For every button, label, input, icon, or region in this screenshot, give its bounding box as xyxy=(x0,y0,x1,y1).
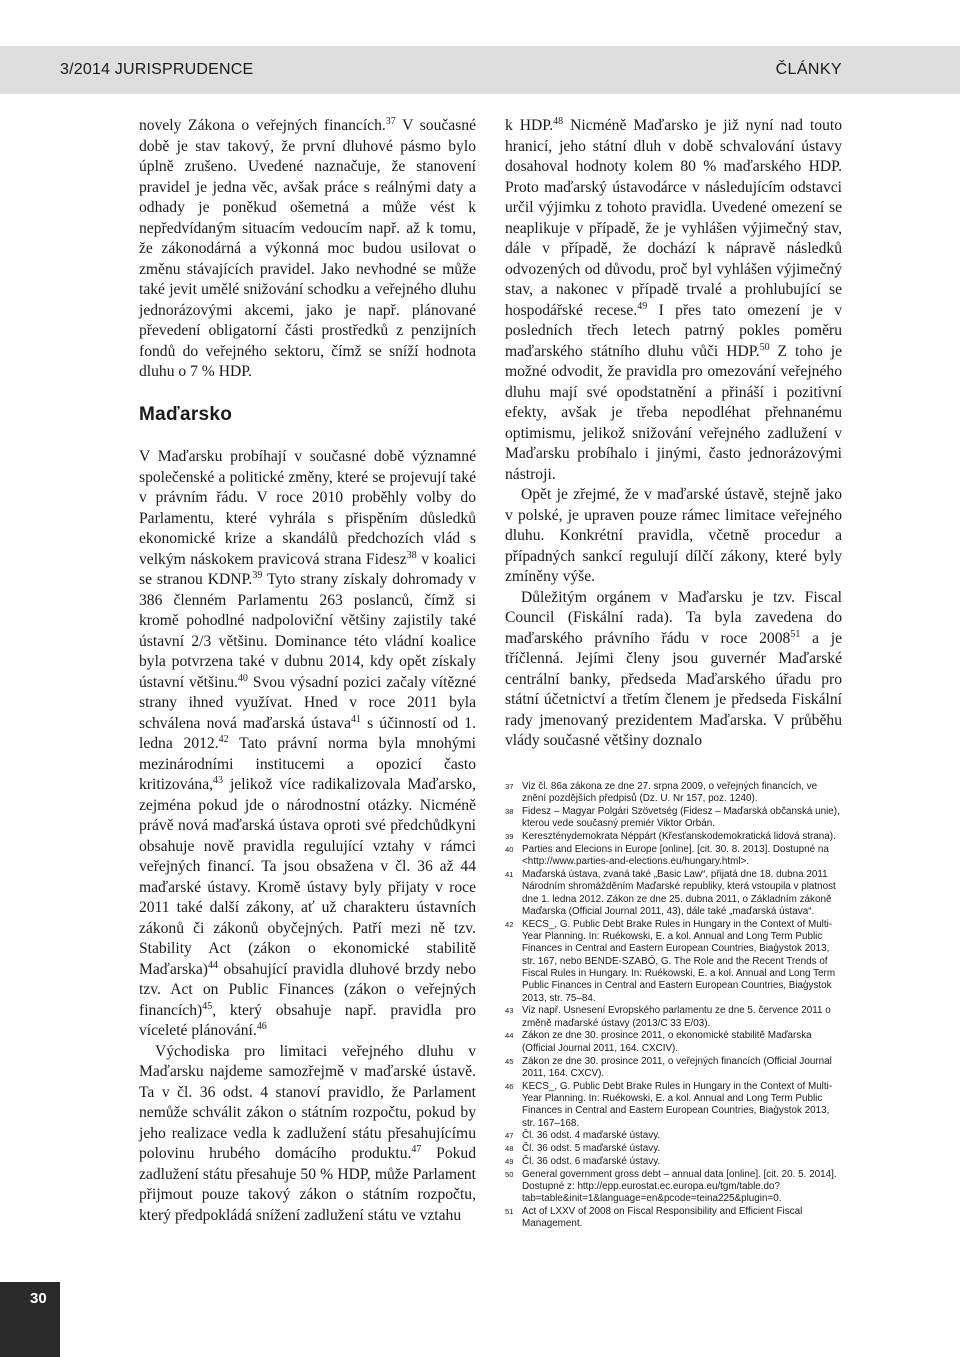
footnote-ref: 47 xyxy=(411,1143,422,1155)
paragraph: Východiska pro limitaci veřejného dluhu v Maďarsku najdeme samozřejmě v maďarské ústavě. Ta v čl. 36 odst. 4 stanoví pravidlo, že Parlament nemůže schválit zákon o státním rozpočtu, pokud by jeho realizace vedla k zadlužení státu přesahujícímu polovinu hrubého domácího produktu.$^{47}$ Pokud zadlužení státu přesahuje 50 % HDP, může Parlament přijmout pouze takový zákon o státním rozpočtu, který předpokládá snížení zadlužení státu ve vztahu xyxy=(139,1042,477,1224)
footnote-ref: 41 xyxy=(351,713,361,725)
footnote xyxy=(505,1081,842,1130)
footnote-number: 37 xyxy=(505,782,514,791)
footnote-ref: 48 xyxy=(553,115,564,127)
footnote-number: 40 xyxy=(505,844,514,854)
footnote-text: Kereszténydemokrata Néppárt (Křesťanskodemokratická lidová strana). xyxy=(522,831,836,843)
footnote-number: 42 xyxy=(505,919,514,929)
right-column xyxy=(505,116,842,752)
footnote-number: 46 xyxy=(505,1081,514,1091)
footnote-text: General government gross debt – annual data [online]. [cit. 20. 5. 2014]. Dostupné z: http://epp.eurostat.ec.europa.eu/tgm/table.do?tab=table&init=1&language=en&pcode=teina225&plugin=0. xyxy=(522,1168,837,1205)
footnote-number: 48 xyxy=(505,1144,514,1154)
footnote-text: KECS_, G. Public Debt Brake Rules in Hungary in the Context of Multi-Year Planning. In: Ruékowski, E. a kol. Annual and Long Term Public Finances in Central and Eastern European Countries, Biaģystok 2013, str. 167, nebo BENDE-SZABÓ, G. The Role and the Recent Trends of Fiscal Rules in Hungary. In: Ruékowski, E. a kol. Annual and Long Term Public Finances in Central and Eastern European Countries, Biaģystok 2013, str. 75–84. xyxy=(522,918,836,1004)
running-header xyxy=(0,46,960,94)
footnote xyxy=(505,1169,842,1206)
footnote-number: 43 xyxy=(505,1006,514,1016)
section-heading: Maďarsko xyxy=(139,403,233,425)
paragraph: V Maďarsku probíhají v současné době významné společenské a politické změny, které se projevují také v právním řádu. V roce 2010 proběhly volby do Parlamentu, které vyhrála s přispěním důsledků ekonomické krize a skandálů předchozích vlád s velkým náskokem pravicová strana Fidesz$^{38}$ v koalici se stranou KDNP.$^{39}$ Tyto strany získaly dohromady v 386 členném Parlamentu 263 poslanců, čímž si kromě pohodlné nadpoloviční většiny zajistily také ústavní 2/3 většinu. Dominance této vládní koalice byla potvrzena také v dubnu 2014, kdy opět získaly ústavní většinu.$^{40}$ Svou výsadní pozici začaly vítězné strany ihned využívat. Hned v roce 2011 byla schválena nová maďarská ústava$^{41}$ s účinností od 1. ledna 2012.42 Tato právní norma byla mnohými mezinárodními institucemi a opozicí často kritizována,$^{43}$ jelikož více radikalizovala Maďarsko, zejména pokud jde o národnostní otázky. Nicméně právě nová maďarská ústava oproti své předchůdkyni obsahuje nově pravidla regulující vztahy v rámci veřejných financí. Ta jsou obsažena v čl. 36 až 44 maďarské ústavy. Kromě ústavy byly přijaty v roce 2011 také další zákony, ať už charakteru ústavních zákonů či zákonů obyčejných. Patří mezi ně tzv. Stability Act (zákon o ekonomické stabilitě Maďarska)$^{44}$ obsahující pravidla dluhové brzdy nebo tzv. Act on Public Finances (zákon o veřejných financích)$^{45}$, který obsahuje např. pravidla pro víceleté plánování.$^{46}$ xyxy=(139,448,476,1039)
journal-issue-label: 3/2014 JURISPRUDENCE xyxy=(60,61,254,78)
paragraph: k HDP.$^{48}$ Nicméně Maďarsko je již nyní nad touto hranicí, jeho státní dluh v době schvalování ústavy dosahoval hodnoty kolem 80 % maďarského HDP. Proto maďarský ústavodárce v následujícím odstavci určil výjimku z tohoto pravidla. Uvedené omezení se neaplikuje v případě, že je vyhlášen výjimečný stav, dále v případě, že dochází k nápravě následků odvozených od důvodu, proč byl vyhlášen výjimečný stav, a nakonec v případě trvalé a prohlubující se hospodářské recese.$^{49}$ I přes tato omezení je v posledních třech letech patrný pokles poměru maďarského státního dluhu vůči HDP.$^{50}$ Z toho je možné odvodit, že pravidla pro omezování veřejného dluhu mají své opodstatnění a přináší i pozitivní efekty, avšak je třeba nepodléhat přehnanému optimismu, jelikož snižování veřejného zadlužení v Maďarsku probíhalo i jinými, často jednorázovými nástroji. xyxy=(505,115,842,483)
footnote-ref: 51 xyxy=(790,628,801,640)
footnote xyxy=(505,919,842,1005)
footnote xyxy=(505,1005,842,1030)
footnote-ref: 49 xyxy=(637,300,648,312)
footnote-text: Zákon ze dne 30. prosince 2011, o ekonomické stabilitě Maďarska (Official Journal 2011, 164. CXCIV). xyxy=(522,1030,812,1054)
footnote xyxy=(505,1156,842,1168)
footnote xyxy=(505,1130,842,1142)
footnote-number: 39 xyxy=(505,832,514,842)
footnote-text: Parties and Elecions in Europe [online]. [cit. 30. 8. 2013]. Dostupné na <http://www.parties-and-elections.eu/hungary.html>. xyxy=(522,843,829,868)
footnote-number: 51 xyxy=(505,1207,514,1217)
footnote xyxy=(505,844,842,869)
footnote xyxy=(505,869,842,918)
footnote-number: 47 xyxy=(505,1131,514,1141)
left-column xyxy=(139,116,476,1226)
footnote xyxy=(505,1056,842,1081)
footnote-text: Maďarská ústava, zvaná také „Basic Law“, přijatá dne 18. dubna 2011 Národním shromážděním Maďarské republiky, která vstoupila v platnost dne 1. ledna 2012. Zákon ze dne 25. dubna 2011, o Základním zákoně Maďarska (Official Journal 2011, 43), dále také „maďarská ústava“. xyxy=(522,869,836,917)
footnote-number: 41 xyxy=(505,870,514,880)
footnote-text: KECS_, G. Public Debt Brake Rules in Hungary in the Context of Multi-Year Planning. In: Ruékowski, E. a kol. Annual and Long Term Public Finances in Central and Eastern European Countries, Biaģystok 2013, str. 167–168. xyxy=(522,1080,833,1129)
footnote-ref: 44 xyxy=(207,959,218,971)
footnote-ref: 37 xyxy=(385,115,396,127)
footnote-text: Act of LXXV of 2008 on Fiscal Responsibility and Efficient Fiscal Management. xyxy=(522,1206,803,1230)
section-label: ČLÁNKY xyxy=(775,61,842,78)
footnote-text: Zákon ze dne 30. prosince 2011, o veřejných financích (Official Journal 2011, 164. CXCV). xyxy=(522,1055,832,1079)
paragraph: novely Zákona o veřejných financích.$^{37}$ V současné době je stav takový, že první dluhové pásmo bylo úplně zrušeno. Uvedené naznačuje, že stanovení pravidel je jedna věc, avšak práce s reálnými daty a odhady je poněkud ošemetná a může vést k nepředvídaným situacím vedoucím např. až k tomu, že zákonodárná a výkonná moc budou usilovat o změnu stávajících pravidel. Jako nevhodné se může také jevit umělé snižování schodku a veřejného dluhu jednorázovými akcemi, jako je např. plánované převedení obligatorní části prostředků z penzijních fondů do veřejného sektoru, čímž se sníží hodnota dluhu o 7 % HDP. xyxy=(139,115,476,380)
footnote xyxy=(505,806,842,831)
footnote-number: 45 xyxy=(505,1056,514,1066)
footnote-ref: 43 xyxy=(213,774,224,786)
footnote-ref: 50 xyxy=(759,341,770,353)
footnote-number: 38 xyxy=(505,807,514,817)
footnote xyxy=(505,1030,842,1055)
footnote xyxy=(505,781,842,806)
footnote xyxy=(505,1206,842,1231)
footnote-text: Čl. 36 odst. 6 maďarské ústavy. xyxy=(522,1155,661,1167)
footnote-text: Čl. 36 odst. 4 maďarské ústavy. xyxy=(522,1130,661,1142)
footnote-text: Fidesz – Magyar Polgári Szövetség (Fidesz – Maďarská občanská unie), kterou vede současný premiér Viktor Orbán. xyxy=(522,806,840,830)
footnote-text: Viz např. Usnesení Evropského parlamentu ze dne 5. července 2011 o změně maďarské ústavy (2013/C 33 E/03). xyxy=(522,1005,831,1029)
footnote-number: 49 xyxy=(505,1156,514,1166)
footnote-ref: 39 xyxy=(252,569,263,581)
footnote-ref: 40 xyxy=(237,672,248,684)
paragraph: Důležitým orgánem v Maďarsku je tzv. Fiscal Council (Fiskální rada). Ta byla zavedena do maďarského právního řádu v roce 2008$^{51}$ a je tříčlenná. Jejími členy jsou guvernér Maďarské centrální banky, předseda Maďarského úřadu pro státní účetnictví a třetím členem je předseda Fiskální rady jmenovaný prezidentem Maďarska. V průběhu vlády současné většiny doznalo xyxy=(505,588,842,749)
paragraph: Opět je zřejmé, že v maďarské ústavě, stejně jako v polské, je upraven pouze rámec limitace veřejného dluhu. Konkrétní pravidla, včetně procedur a případných sankcí regulují dílčí zákony, které byly zmíněny výše. xyxy=(505,486,842,585)
footnote-number: 50 xyxy=(505,1169,514,1179)
footnote xyxy=(505,831,842,843)
footnote xyxy=(505,1143,842,1155)
footnotes xyxy=(505,781,842,1231)
page-number-box xyxy=(0,1282,60,1357)
footnote-ref: 45 xyxy=(202,1000,213,1012)
page-number: 30 xyxy=(30,1290,47,1307)
footnote-text: Čl. 36 odst. 5 maďarské ústavy. xyxy=(522,1143,661,1155)
footnote-number: 44 xyxy=(505,1031,514,1041)
footnote-ref: 42 xyxy=(218,733,229,745)
footnote-text: Viz čl. 86a zákona ze dne 27. srpna 2009, o veřejných financích, ve znění pozdějších předpisů (Dz. U. Nr 157, poz. 1240). xyxy=(522,781,818,805)
footnote-ref: 46 xyxy=(256,1020,267,1032)
footnote-ref: 38 xyxy=(406,549,417,561)
